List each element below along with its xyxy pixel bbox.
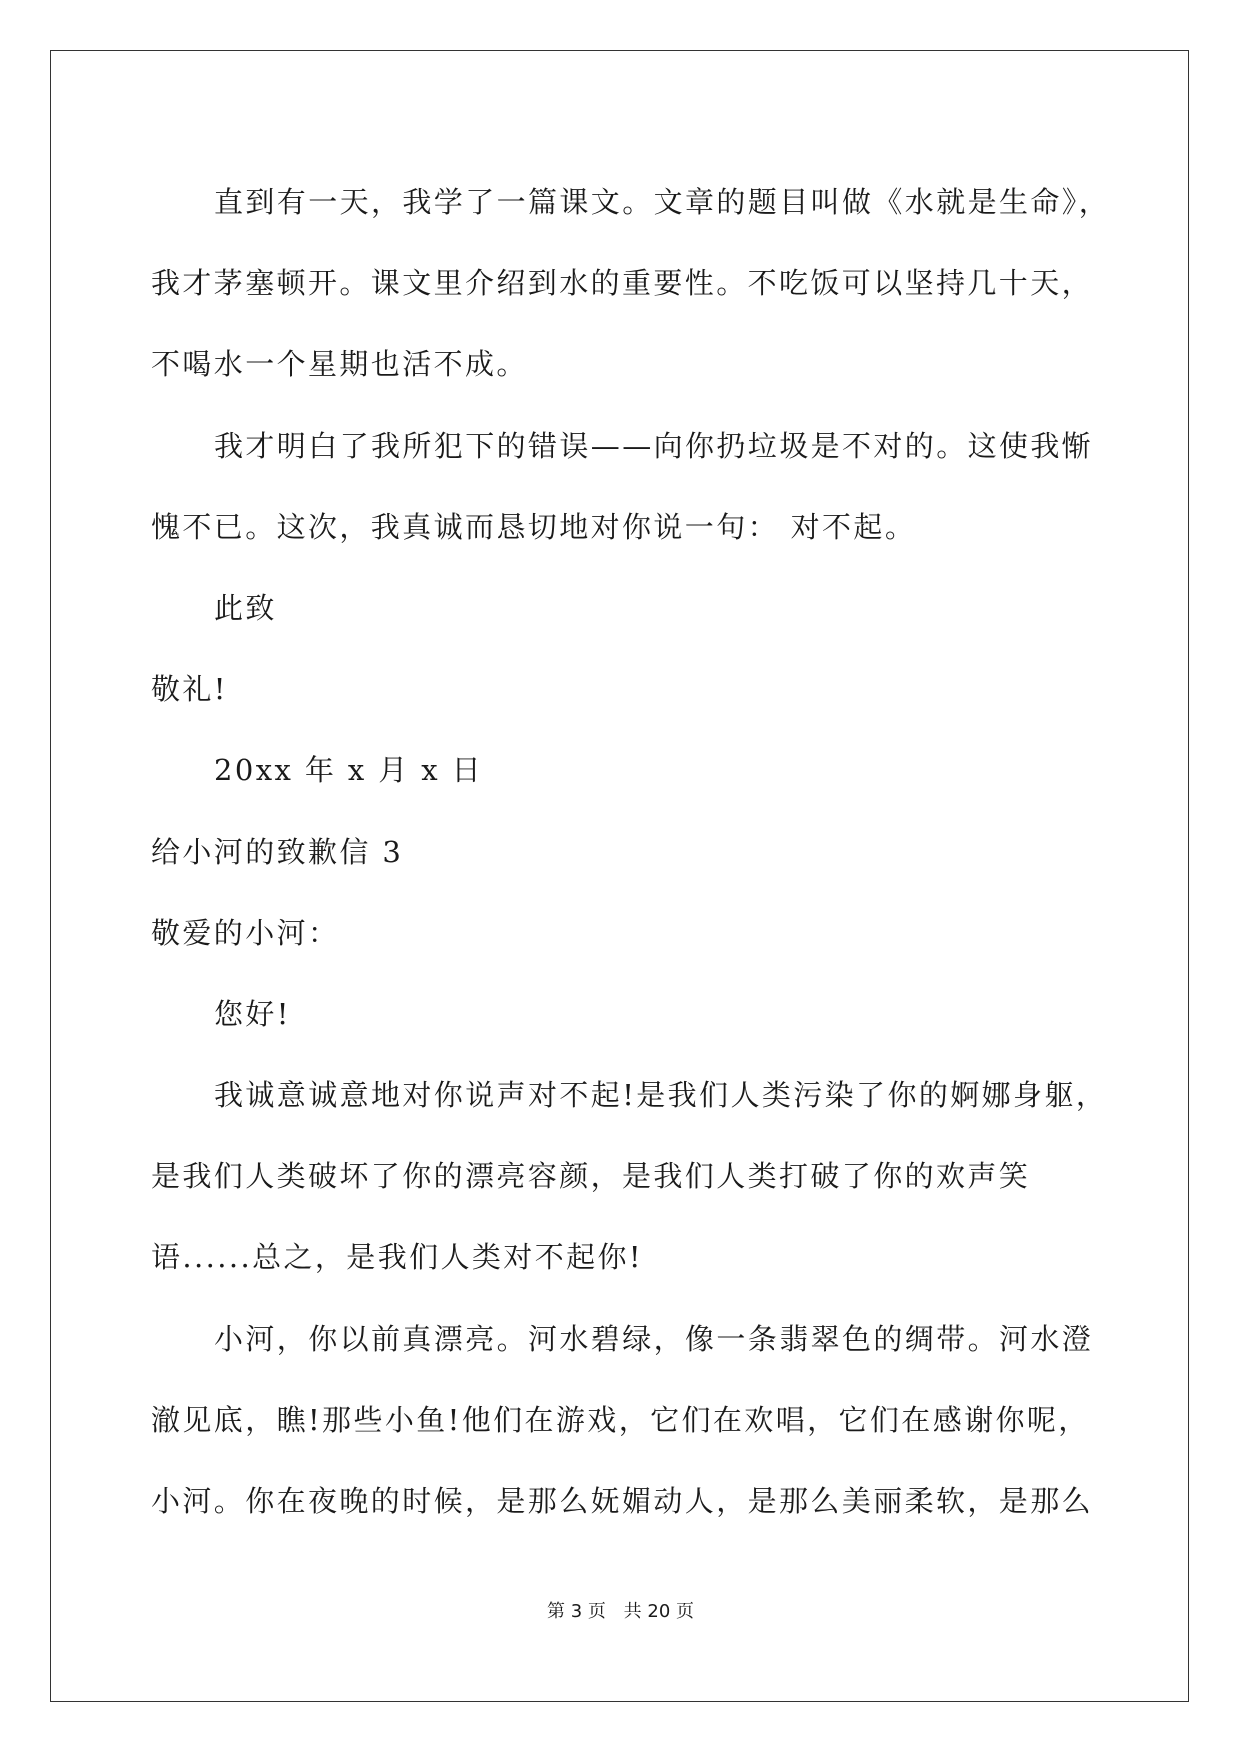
- closing-regards: 敬礼!: [151, 672, 228, 707]
- paragraph-line: 澈见底，瞧!那些小鱼!他们在游戏，它们在欢唱，它们在感谢你呢，: [151, 1402, 1090, 1437]
- letter-greeting: 敬爱的小河：: [151, 915, 340, 950]
- page-footer: [0, 1600, 1241, 1624]
- paragraph-line: 不喝水一个星期也活不成。: [151, 347, 528, 382]
- paragraph-line: 小河，你以前真漂亮。河水碧绿，像一条翡翠色的绸带。河水澄: [214, 1321, 1094, 1356]
- letter-title: 给小河的致歉信 3: [151, 834, 404, 869]
- letter-date: 20xx 年 x 月 x 日: [214, 753, 484, 788]
- paragraph-line: 小河。你在夜晚的时候，是那么妩媚动人，是那么美丽柔软，是那么: [151, 1484, 1094, 1518]
- paragraph-line: 语......总之，是我们人类对不起你!: [151, 1240, 643, 1275]
- page-total: 共 20 页: [623, 1601, 694, 1622]
- paragraph-line: 我才茅塞顿开。课文里介绍到水的重要性。不吃饭可以坚持几十天，: [151, 266, 1094, 301]
- document-body: [151, 162, 1111, 1542]
- page-number: 第 3 页: [547, 1601, 606, 1622]
- paragraph-line: 是我们人类破坏了你的漂亮容颜，是我们人类打破了你的欢声笑: [151, 1159, 1031, 1194]
- letter-hello: 您好!: [214, 996, 291, 1031]
- paragraph-line: 愧不已。这次，我真诚而恳切地对你说一句： 对不起。: [151, 509, 917, 544]
- paragraph-line: 直到有一天，我学了一篇课文。文章的题目叫做《水就是生命》，: [214, 185, 1111, 219]
- closing-salutation: 此致: [214, 590, 277, 625]
- paragraph-line: 我诚意诚意地对你说声对不起!是我们人类污染了你的婀娜身躯，: [214, 1078, 1108, 1113]
- paragraph-line: 我才明白了我所犯下的错误——向你扔垃圾是不对的。这使我惭: [214, 428, 1094, 463]
